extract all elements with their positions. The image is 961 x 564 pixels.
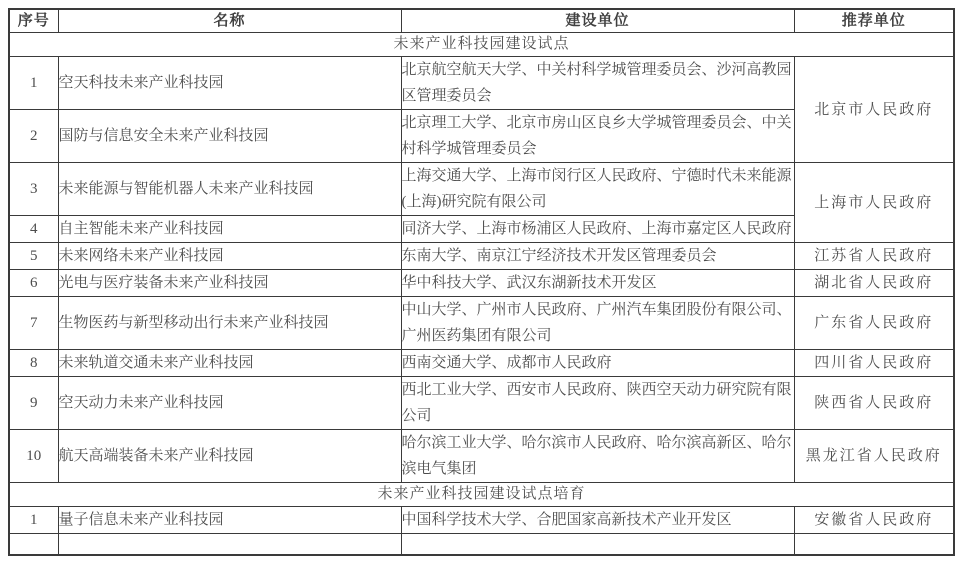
table-row <box>9 350 954 377</box>
table-row <box>9 297 954 350</box>
partial-cutoff-cell <box>9 534 58 556</box>
cell-recommending-unit: 湖北省人民政府 <box>794 270 954 297</box>
table-row <box>9 507 954 534</box>
header-construction-unit: 建设单位 <box>401 9 794 33</box>
cell-seq-number: 9 <box>9 377 58 430</box>
cell-seq-number: 7 <box>9 297 58 350</box>
cell-park-name: 航天高端装备未来产业科技园 <box>58 430 401 483</box>
cell-construction-unit: 东南大学、南京江宁经济技术开发区管理委员会 <box>401 243 794 270</box>
cell-park-name: 生物医药与新型移动出行未来产业科技园 <box>58 297 401 350</box>
cell-construction-unit: 华中科技大学、武汉东湖新技术开发区 <box>401 270 794 297</box>
partial-cutoff-cell <box>58 534 401 556</box>
cell-park-name: 空天科技未来产业科技园 <box>58 57 401 110</box>
partial-cutoff-cell <box>401 534 794 556</box>
cell-recommending-unit: 黑龙江省人民政府 <box>794 430 954 483</box>
cell-recommending-unit: 广东省人民政府 <box>794 297 954 350</box>
cell-seq-number: 1 <box>9 57 58 110</box>
header-park-name: 名称 <box>58 9 401 33</box>
cell-park-name: 量子信息未来产业科技园 <box>58 507 401 534</box>
cell-construction-unit: 哈尔滨工业大学、哈尔滨市人民政府、哈尔滨高新区、哈尔滨电气集团 <box>401 430 794 483</box>
header-seq-number: 序号 <box>9 9 58 33</box>
partial-cutoff-cell <box>794 534 954 556</box>
cell-park-name: 自主智能未来产业科技园 <box>58 216 401 243</box>
partial-cutoff-row <box>9 534 954 556</box>
section-title-row <box>9 483 954 507</box>
cell-construction-unit: 西南交通大学、成都市人民政府 <box>401 350 794 377</box>
cell-recommending-unit: 上海市人民政府 <box>794 163 954 243</box>
cell-recommending-unit: 北京市人民政府 <box>794 57 954 163</box>
cell-construction-unit: 北京航空航天大学、中关村科学城管理委员会、沙河高教园区管理委员会 <box>401 57 794 110</box>
cell-park-name: 空天动力未来产业科技园 <box>58 377 401 430</box>
cell-park-name: 光电与医疗装备未来产业科技园 <box>58 270 401 297</box>
cell-park-name: 未来网络未来产业科技园 <box>58 243 401 270</box>
cell-seq-number: 5 <box>9 243 58 270</box>
section-title-row <box>9 33 954 57</box>
cell-park-name: 未来能源与智能机器人未来产业科技园 <box>58 163 401 216</box>
table-body <box>9 33 954 556</box>
cell-construction-unit: 中国科学技术大学、合肥国家高新技术产业开发区 <box>401 507 794 534</box>
cell-seq-number: 6 <box>9 270 58 297</box>
cell-seq-number: 4 <box>9 216 58 243</box>
cell-park-name: 国防与信息安全未来产业科技园 <box>58 110 401 163</box>
tech-parks-table <box>8 8 955 556</box>
cell-construction-unit: 上海交通大学、上海市闵行区人民政府、宁德时代未来能源(上海)研究院有限公司 <box>401 163 794 216</box>
table-row <box>9 377 954 430</box>
section-title: 未来产业科技园建设试点培育 <box>9 483 954 507</box>
cell-seq-number: 10 <box>9 430 58 483</box>
cell-construction-unit: 同济大学、上海市杨浦区人民政府、上海市嘉定区人民政府 <box>401 216 794 243</box>
cell-recommending-unit: 江苏省人民政府 <box>794 243 954 270</box>
cell-seq-number: 3 <box>9 163 58 216</box>
cell-construction-unit: 西北工业大学、西安市人民政府、陕西空天动力研究院有限公司 <box>401 377 794 430</box>
table-row <box>9 163 954 216</box>
cell-construction-unit: 北京理工大学、北京市房山区良乡大学城管理委员会、中关村科学城管理委员会 <box>401 110 794 163</box>
table-header-row <box>9 9 954 33</box>
table-row <box>9 270 954 297</box>
cell-recommending-unit: 陕西省人民政府 <box>794 377 954 430</box>
cell-recommending-unit: 四川省人民政府 <box>794 350 954 377</box>
cell-park-name: 未来轨道交通未来产业科技园 <box>58 350 401 377</box>
cell-seq-number: 2 <box>9 110 58 163</box>
cell-recommending-unit: 安徽省人民政府 <box>794 507 954 534</box>
cell-seq-number: 8 <box>9 350 58 377</box>
cell-seq-number: 1 <box>9 507 58 534</box>
header-recommending-unit: 推荐单位 <box>794 9 954 33</box>
table-row <box>9 243 954 270</box>
table-row <box>9 57 954 110</box>
table-row <box>9 430 954 483</box>
cell-construction-unit: 中山大学、广州市人民政府、广州汽车集团股份有限公司、广州医药集团有限公司 <box>401 297 794 350</box>
section-title: 未来产业科技园建设试点 <box>9 33 954 57</box>
